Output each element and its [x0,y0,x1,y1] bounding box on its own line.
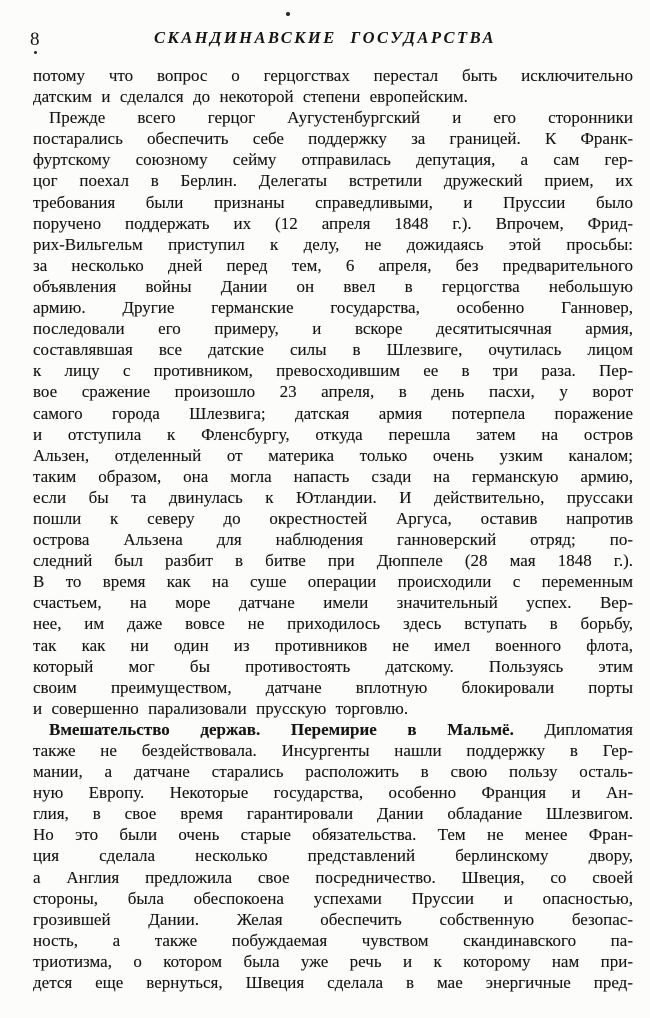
text-line: армию. Другие германские государства, особенно Ганновер, [33,298,633,318]
text-line: цог поехал в Берлин. Делегаты встретили дружеский прием, их [33,171,633,191]
text-line: также не бездействовала. Инсургенты нашли поддержку в Гер- [33,741,633,760]
text-line: а Англия предложила свое посредничество. Швеция, со своей [33,867,633,887]
text-line: требования были признаны справедливыми, и Пруссии было [33,192,633,212]
text-line: постарались обеспечить себе поддержку за границей. К Франк- [33,129,633,149]
text-line: Но это были очень старые обязательства. Тем не менее Фран- [33,825,633,845]
running-title: СКАНДИНАВСКИЕ ГОСУДАРСТВА [154,28,496,47]
text-line: самого города Шлезвига; датская армия потерпела поражение [33,403,633,423]
text-line: глия, в свое время гарантировали Дании обладание Шлезвигом. [33,804,633,824]
text-line: последовали его примеру, и вскоре десятитысячная армия, [33,319,633,339]
text-line: триотизма, о котором была уже речь и к которому нам при- [33,951,633,971]
text-line: таким образом, она могла напасть сзади на германскую армию, [33,466,633,486]
text-line: Прежде всего герцог Аугустенбургский и его сторонники [49,108,633,128]
text-line: пошли к северу до окрестностей Аргуса, оставив напротив [33,508,633,528]
text-line: и отступила к Фленсбургу, откуда перешла затем на остров [33,424,633,444]
text-line: ция сделала несколько представлений берлинскому двору, [33,846,633,866]
paragraph-heading: Вмешательство держав. Перемирие в Мальмё. [49,719,514,739]
text-line: своим преимуществом, датчане вплотную блокировали порты [33,677,633,697]
text-line: счастьем, на море датчане имели значительный успех. Вер- [33,593,633,613]
page-header [0,28,650,52]
text-line: и совершенно парализовали прусскую торговлю. [33,698,409,718]
text-line: дется еще вернуться, Швеция сделала в мае энергичные пред- [33,973,633,993]
text-line: потому что вопрос о герцогствах перестал быть исключительно [33,66,633,85]
text-line: объявления войны Дании он ввел в герцогства небольшую [33,276,633,296]
text-line: Вмешательство держав. Перемирие в Мальмё. Дипломатия [49,719,633,739]
page-body [33,65,633,993]
text-line: вое сражение произошло 23 апреля, в день пасхи, у ворот [33,382,633,402]
text-line: Альзен, отделенный от материка только очень узким каналом; [33,445,633,465]
text-line: который мог бы противостоять датскому. Пользуясь этим [33,656,633,676]
text-line: за несколько дней перед тем, 6 апреля, без предварительного [33,255,633,275]
text-line: фуртскому союзному сейму отправилась депутация, а сам гер- [33,150,633,170]
text-line: В то время как на суше операции происходили с переменным [33,572,633,592]
page-number: 8 [30,29,41,50]
text-line: стороны, была обеспокоена успехами Пруссии и опасностью, [33,888,633,908]
text-line: если бы та двинулась к Ютландии. И действительно, пруссаки [33,487,633,507]
text-line: поручено поддержать их (12 апреля 1848 г.). Впрочем, Фрид- [33,213,633,233]
text-line: мании, а датчане старались расположить в свою пользу осталь- [33,762,633,782]
text-line: ность, а также побуждаемая чувством скандинавского па- [33,930,633,950]
scan-speck-icon [34,51,37,54]
text-line: так как ни один из противников не имел военного флота, [33,635,633,655]
text-line: рих-Вильгельм приступил к делу, не дожидаясь этой просьбы: [33,234,633,254]
text-line: датским и сделался до некоторой степени европейским. [33,87,468,107]
text-line: к лицу с противником, превосходившим ее в три раза. Пер- [33,361,633,381]
scan-speck-icon [286,12,290,16]
text-line: ную Европу. Некоторые государства, особенно Франция и Ан- [33,783,633,803]
text-line: составлявшая все датские силы в Шлезвиге, очутилась лицом [33,340,633,360]
text-line: острова Альзена для наблюдения ганноверский отряд; по- [33,530,633,550]
text-line: нее, им даже вовсе не приходилось здесь вступать в борьбу, [33,614,633,634]
text-line: следний был разбит в битве при Дюппеле (28 мая 1848 г.). [33,551,633,571]
text-line: грозившей Дании. Желая обеспечить собственную безопас- [33,909,633,929]
